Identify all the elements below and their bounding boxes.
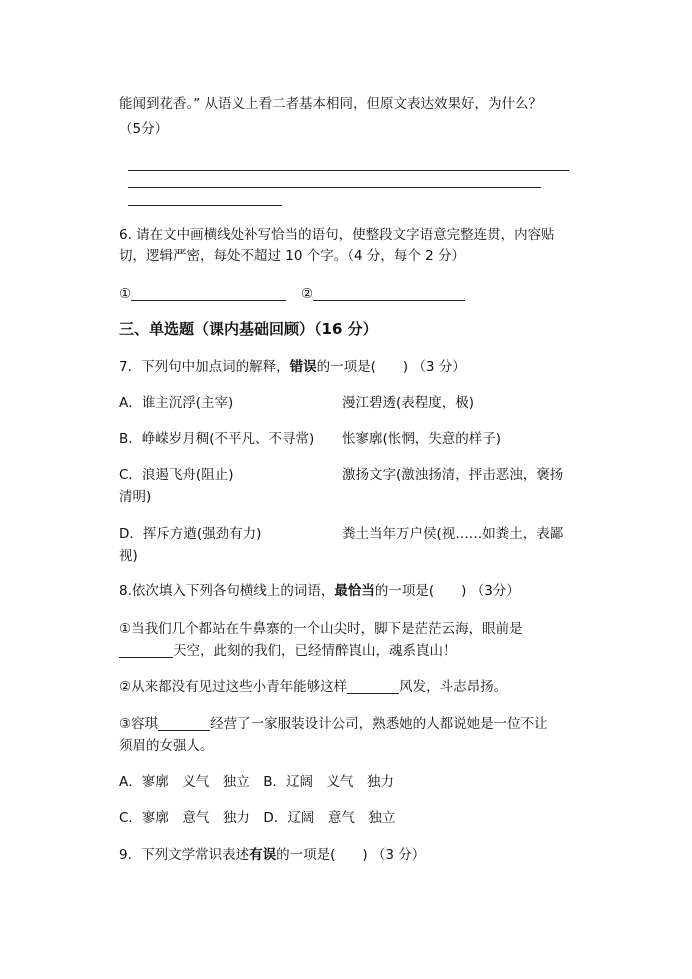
q7-option-c-cont: 清明): [119, 489, 152, 505]
fill-blank[interactable]: [347, 679, 399, 694]
q9-stem-b: 的一项是( ) （3 分）: [276, 847, 426, 863]
q8-sentence-3-line2: 须眉的女强人。: [119, 738, 214, 754]
q8-sentence-1-line2: [119, 641, 457, 661]
q8-stem-a: 8.依次填入下列各句横线上的词语，: [119, 583, 335, 599]
answer-line-1: [128, 170, 569, 171]
q6-blank-1: [119, 284, 286, 304]
fill-blank[interactable]: [158, 716, 210, 731]
q7-stem-a: 7．下列句中加点词的解释，: [119, 359, 290, 375]
q7-option-d-right: 粪土当年万户侯(视……如粪土，表鄙: [342, 526, 564, 542]
q5-score: （5分）: [119, 121, 169, 137]
q7-option-c-left: C．浪遏飞舟(阻止): [119, 467, 234, 483]
q8-s1-rest: 天空，此刻的我们，已经情醉崀山，魂系崀山！: [173, 643, 457, 659]
q6-blank-2: [301, 284, 465, 304]
q8-stem-b: 的一项是( ) （3分）: [374, 583, 520, 599]
fill-blank[interactable]: [119, 643, 173, 658]
q9-stem-a: 9．下列文学常识表述: [119, 847, 250, 863]
q8-stem: [119, 581, 520, 601]
fill-blank[interactable]: [313, 286, 465, 301]
q7-option-b-right: 怅寥廓(怅惘，失意的样子): [342, 431, 502, 447]
q5-text-line1: 能闻到花香。” 从语义上看二者基本相同，但原文表达效果好，为什么？: [119, 96, 543, 112]
q8-sentence-2: [119, 677, 507, 697]
q7-option-d-left: D．挥斥方遒(强劲有力): [119, 526, 262, 542]
q8-s3-b: 经营了一家服装设计公司，熟悉她的人都说她是一位不让: [210, 716, 548, 732]
q7-option-d-cont: 视): [119, 548, 138, 564]
q7-option-c-right: 激扬文字(激浊扬清，抨击恶浊，褒扬: [342, 467, 564, 483]
answer-line-3: [128, 205, 282, 206]
q7-stem-b: 的一项是( ) （3 分）: [316, 359, 466, 375]
q9-emphasis: 有误: [249, 847, 277, 863]
q8-options-cd: C．寥廓 意气 独力 D．辽阔 意气 独立: [119, 810, 396, 826]
fill-blank[interactable]: [131, 286, 286, 301]
q8-sentence-3-line1: [119, 714, 548, 734]
q9-stem: [119, 845, 425, 865]
q6-stem-line2: 切，逻辑严密，每处不超过 10 个字。（4 分，每个 2 分）: [119, 248, 466, 264]
blank-label: ①: [119, 286, 132, 302]
q7-option-b-left: B．峥嵘岁月稠(不平凡、不寻常): [119, 431, 315, 447]
q7-stem: [119, 357, 466, 377]
blank-label: ②: [301, 286, 314, 302]
q6-stem-line1: 6. 请在文中画横线处补写恰当的语句，使整段文字语意完整连贯，内容贴: [119, 227, 555, 243]
q7-emphasis: 错误: [289, 359, 317, 375]
q8-options-ab: A．寥廓 义气 独立 B．辽阔 义气 独力: [119, 774, 394, 790]
section-heading: 三、单选题（课内基础回顾）（16 分）: [119, 320, 378, 338]
q8-sentence-1-line1: ①当我们几个都站在牛鼻寨的一个山尖时，脚下是茫茫云海，眼前是: [119, 621, 523, 637]
answer-line-2: [128, 187, 541, 188]
q8-s2-b: 风发，斗志昂扬。: [399, 679, 508, 695]
q8-s3-a: ③容琪: [119, 716, 159, 732]
q7-option-a-right: 漫江碧透(表程度，极): [342, 395, 475, 411]
q7-option-a-left: A．谁主沉浮(主宰): [119, 395, 234, 411]
q8-emphasis: 最恰当: [334, 583, 375, 599]
q8-s2-a: ②从来都没有见过这些小青年能够这样: [119, 679, 348, 695]
